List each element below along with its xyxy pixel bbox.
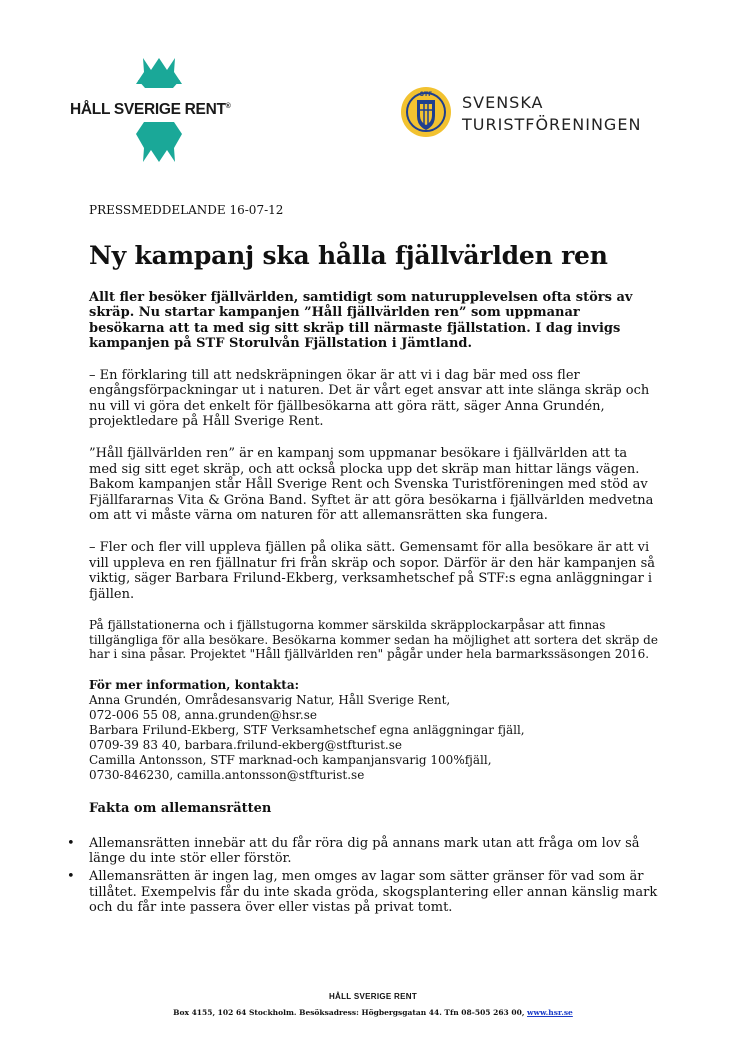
footer-title: HÅLL SVERIGE RENT: [328, 992, 418, 1001]
contact-line: 072-006 55 08, anna.grunden@hsr.se: [89, 707, 318, 722]
hsr-wordmark: HÅLL SVERIGE RENT®: [70, 101, 231, 118]
facts-heading: Fakta om allemansrätten: [89, 800, 272, 816]
stf-wordmark: [462, 92, 641, 136]
paragraph-2: ”Håll fjällvärlden ren” är en kampanj som uppmanar besökare i fjällvärlden att ta med sig sitt eget skräp, och att också plocka upp det skräp man hittar längs vägen. Bakom kampanjen står Håll Sverige Rent och Svenska Turistföreningen med stöd av Fjällfararnas Vita & Gröna Band. Syftet är att göra besökarna i fjällvärlden medvetna om att vi måste värna om naturen för att allemansrätten ska fungera.: [89, 446, 654, 524]
footer-address: Box 4155, 102 64 Stockholm. Besöksadress: Högbergsgatan 44. Tfn 08-505 263 00, www.hsr.se: [173, 1008, 573, 1017]
contact-line: Anna Grundén, Områdesansvarig Natur, Håll Sverige Rent,: [89, 692, 451, 707]
facts-list: [67, 835, 659, 916]
contact-line: 0709-39 83 40, barbara.frilund-ekberg@stfturist.se: [89, 737, 402, 752]
list-item: • Allemansrätten innebär att du får röra dig på annans mark utan att fråga om lov så länge du inte stör eller förstör.: [67, 835, 640, 867]
stf-line2: TURISTFÖRENINGEN: [462, 115, 642, 134]
paragraph-4: På fjällstationerna och i fjällstugorna kommer särskilda skräpplockarpåsar att finnas tillgängliga för alla besökare. Besökarna kommer sedan ha möjlighet att sortera det skräp de har i sina påsar. Projektet "Håll fjällvärlden ren" pågår under hela barmarkssäsongen 2016.: [89, 618, 658, 662]
stf-emblem-letters: STF: [419, 91, 433, 98]
bullet-icon: •: [67, 835, 75, 851]
release-date: PRESSMEDDELANDE 16-07-12: [89, 203, 284, 217]
list-item: • Allemansrätten är ingen lag, men omges av lagar som sätter gränser för vad som är tillåtet. Exempelvis får du inte skada gröda, skogsplantering eller annan känslig mark och du får inte passera över eller vistas på privat tomt.: [67, 869, 658, 916]
bullet-icon: •: [67, 869, 75, 885]
contact-line: Camilla Antonsson, STF marknad-och kampanjansvarig 100%fjäll,: [89, 752, 492, 767]
stf-logo: [400, 86, 660, 138]
lead-paragraph: Allt fler besöker fjällvärlden, samtidigt som naturupplevelsen ofta störs av skräp. Nu startar kampanjen ”Håll fjällvärlden ren” som uppmanar besökarna att ta med sig sitt skräp till närmaste fjällstation. I dag invigs kampanjen på STF Storulvån Fjällstation i Jämtland.: [89, 290, 633, 352]
stf-line1: SVENSKA: [462, 93, 544, 112]
contact-line: 0730-846230, camilla.antonsson@stfturist.se: [89, 767, 365, 782]
paragraph-1: – En förklaring till att nedskräpningen ökar är att vi i dag bär med oss fler engångsförpackningar ut i naturen. Det är vårt eget ansvar att inte slänga skräp och nu vill vi göra det enkelt för fjällbesökarna att göra rätt, säger Anna Grundén, projektledare på Håll Sverige Rent.: [89, 367, 650, 430]
paragraph-3: – Fler och fler vill uppleva fjällen på olika sätt. Gemensamt för alla besökare är att vi vill uppleva en ren fjällnatur fri från skräp och sopor. Därför är den här kampanjen så viktig, säger Barbara Frilund-Ekberg, verksamhetschef på STF:s egna anläggningar i fjällen.: [89, 539, 656, 602]
hsr-logo: [70, 58, 260, 164]
contact-line: Barbara Frilund-Ekberg, STF Verksamhetschef egna anläggningar fjäll,: [89, 722, 525, 737]
contact-block: [89, 678, 659, 783]
stf-emblem-icon: [400, 86, 452, 138]
press-release: [67, 203, 659, 918]
footer-website-link[interactable]: www.hsr.se: [527, 1008, 573, 1017]
page-title: Ny kampanj ska hålla fjällvärlden ren: [89, 241, 608, 270]
contacts-heading: För mer information, kontakta:: [89, 677, 300, 692]
